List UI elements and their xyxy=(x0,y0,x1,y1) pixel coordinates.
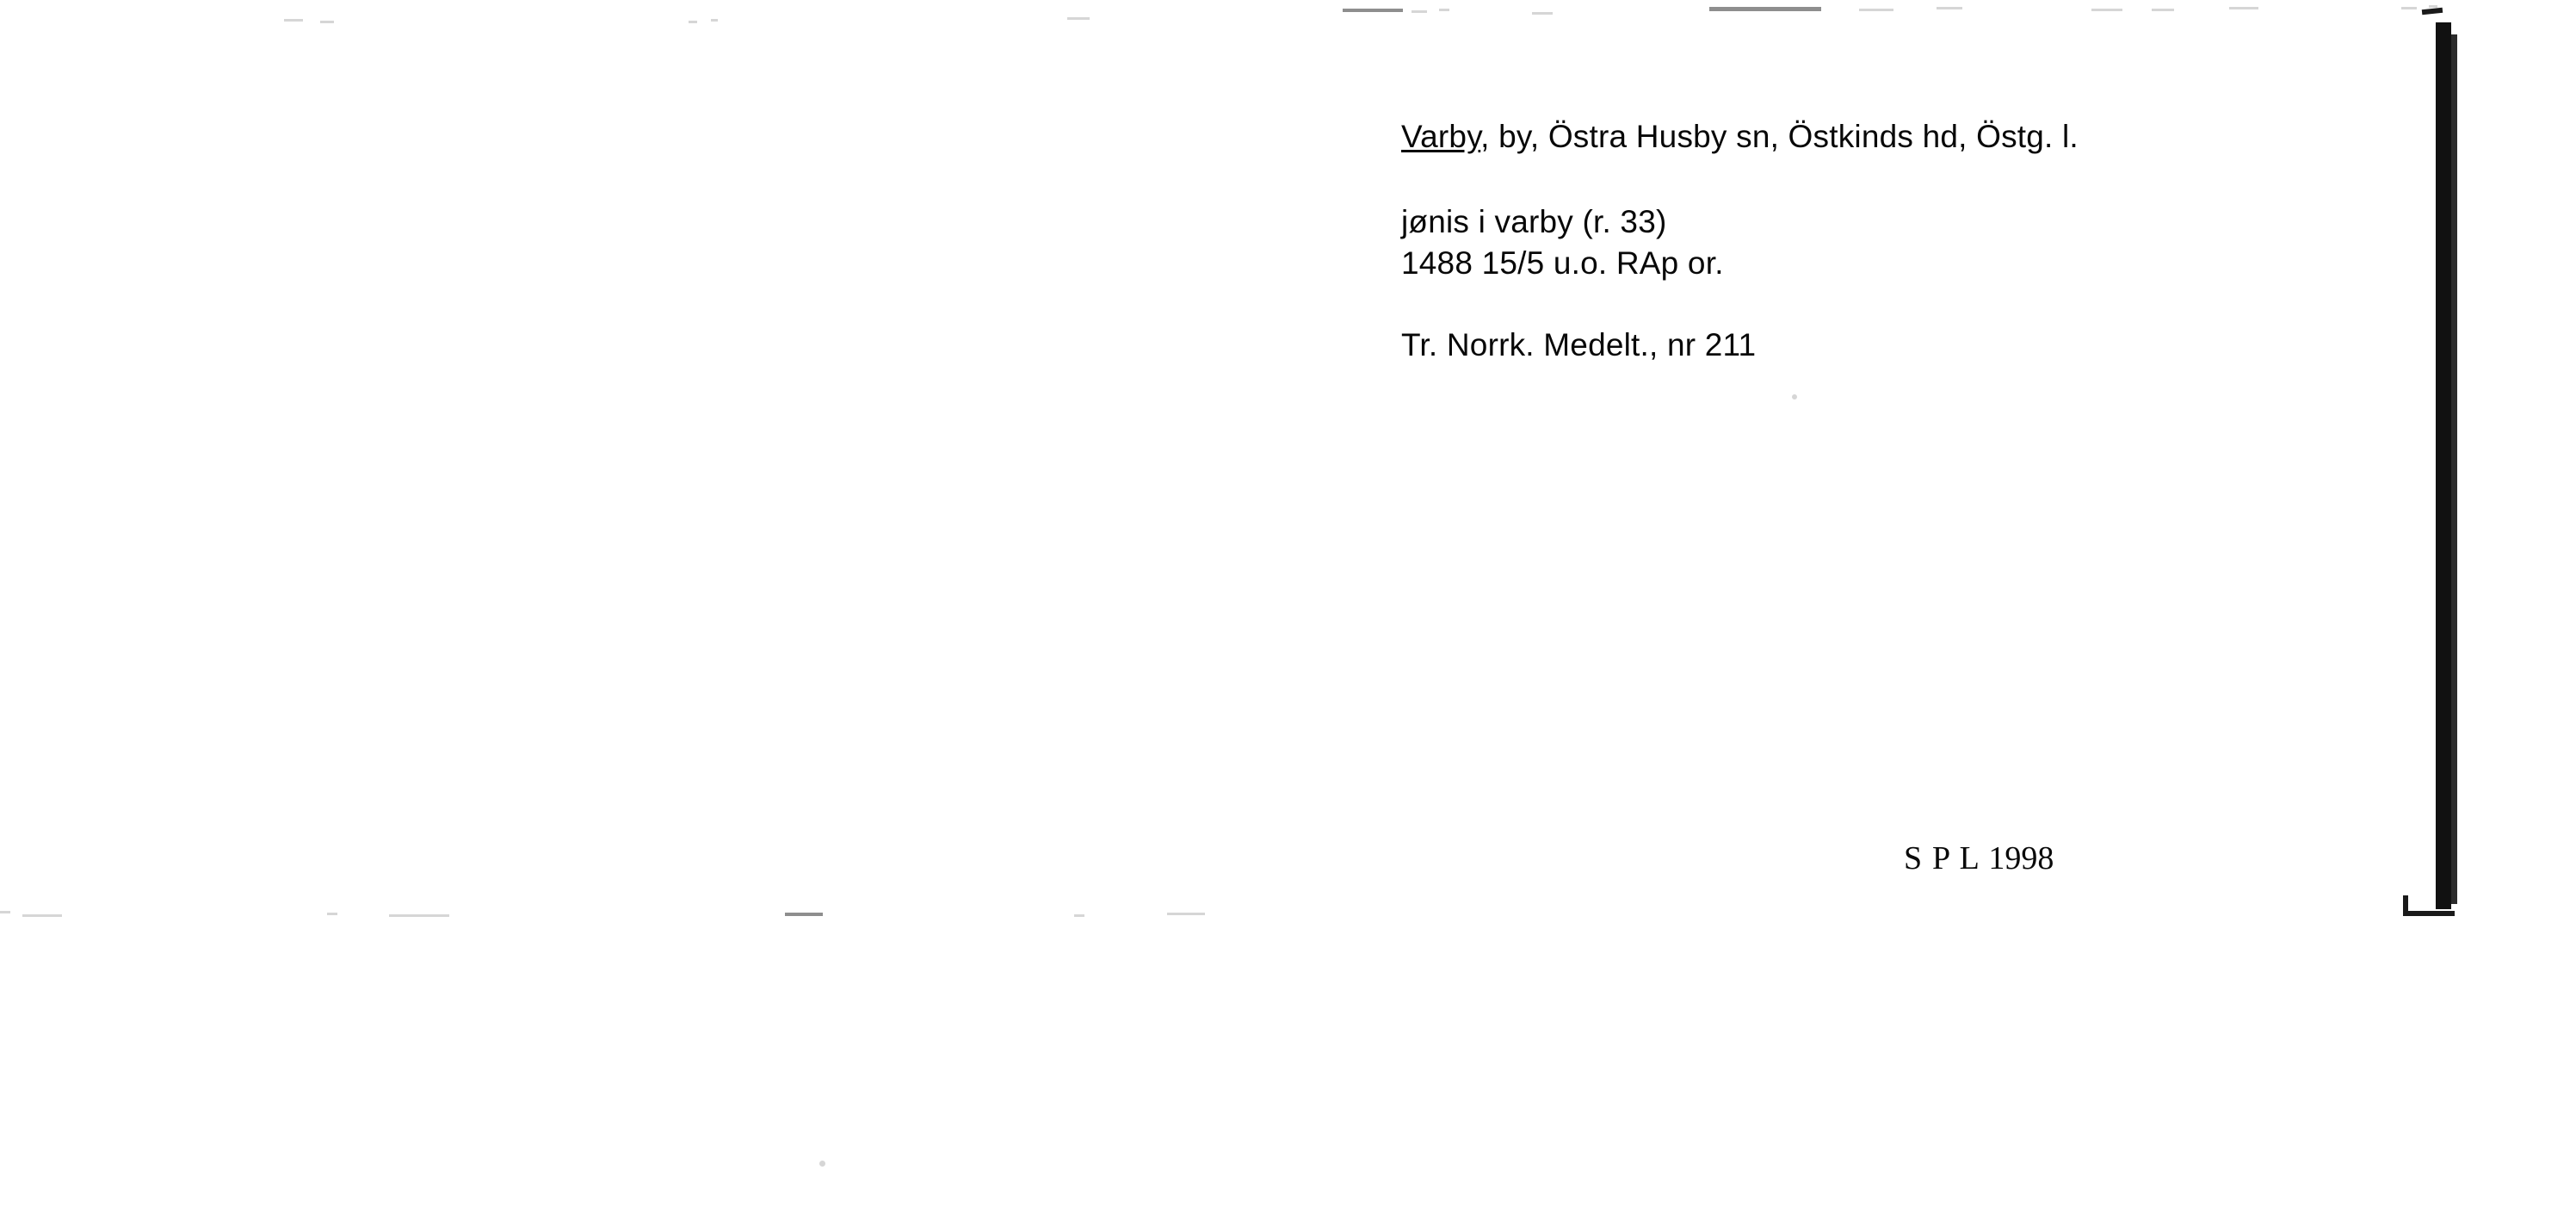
scan-speck xyxy=(1937,7,1962,9)
scan-edge-bottom-tick xyxy=(2403,911,2455,916)
scan-edge-bottom-stub xyxy=(2403,895,2408,916)
card-text-block xyxy=(1401,121,2417,361)
scan-speck xyxy=(22,914,62,917)
scan-speck xyxy=(785,913,823,916)
signature xyxy=(1904,839,2054,877)
scan-speck xyxy=(819,1161,825,1167)
spacer xyxy=(1401,152,2417,206)
scan-speck xyxy=(327,913,337,915)
scan-speck xyxy=(1709,7,1821,11)
scan-speck xyxy=(711,19,718,22)
scan-speck xyxy=(1792,394,1797,399)
headword-line xyxy=(1401,121,2417,152)
attestation-line-1: jønis i varby (r. 33) xyxy=(1401,204,1667,239)
attestation-line-2: 1488 15/5 u.o. RAp or. xyxy=(1401,245,1724,281)
scan-edge-border xyxy=(2436,22,2451,909)
headword: Varby xyxy=(1401,119,1481,154)
scan-speck xyxy=(1859,9,1893,11)
source-note: Tr. Norrk. Medelt., nr 211 xyxy=(1401,327,1757,362)
scan-speck xyxy=(1074,914,1084,917)
scan-speck xyxy=(2091,9,2122,11)
scan-speck xyxy=(1412,10,1427,13)
signature-year: 1998 xyxy=(1988,840,2054,876)
headword-qualifiers: , by, Östra Husby sn, Östkinds hd, Östg. l. xyxy=(1480,119,2079,154)
scan-speck xyxy=(2401,7,2417,9)
scan-speck xyxy=(389,914,449,917)
scan-speck xyxy=(1343,9,1403,12)
signature-initials: S P L xyxy=(1904,840,1980,876)
scan-speck xyxy=(1532,12,1553,15)
scan-speck xyxy=(284,19,303,22)
scan-edge-shadow xyxy=(2451,34,2457,904)
spacer xyxy=(1401,279,2417,329)
scan-speck xyxy=(1167,913,1205,915)
scan-speck xyxy=(1067,17,1090,20)
scan-speck xyxy=(320,21,334,23)
scan-speck xyxy=(2229,7,2258,9)
scan-speck xyxy=(1439,9,1449,11)
scan-speck xyxy=(689,21,697,23)
scan-speck xyxy=(2152,9,2174,11)
scan-edge-top-tick xyxy=(2422,8,2443,15)
scan-speck xyxy=(0,911,10,913)
